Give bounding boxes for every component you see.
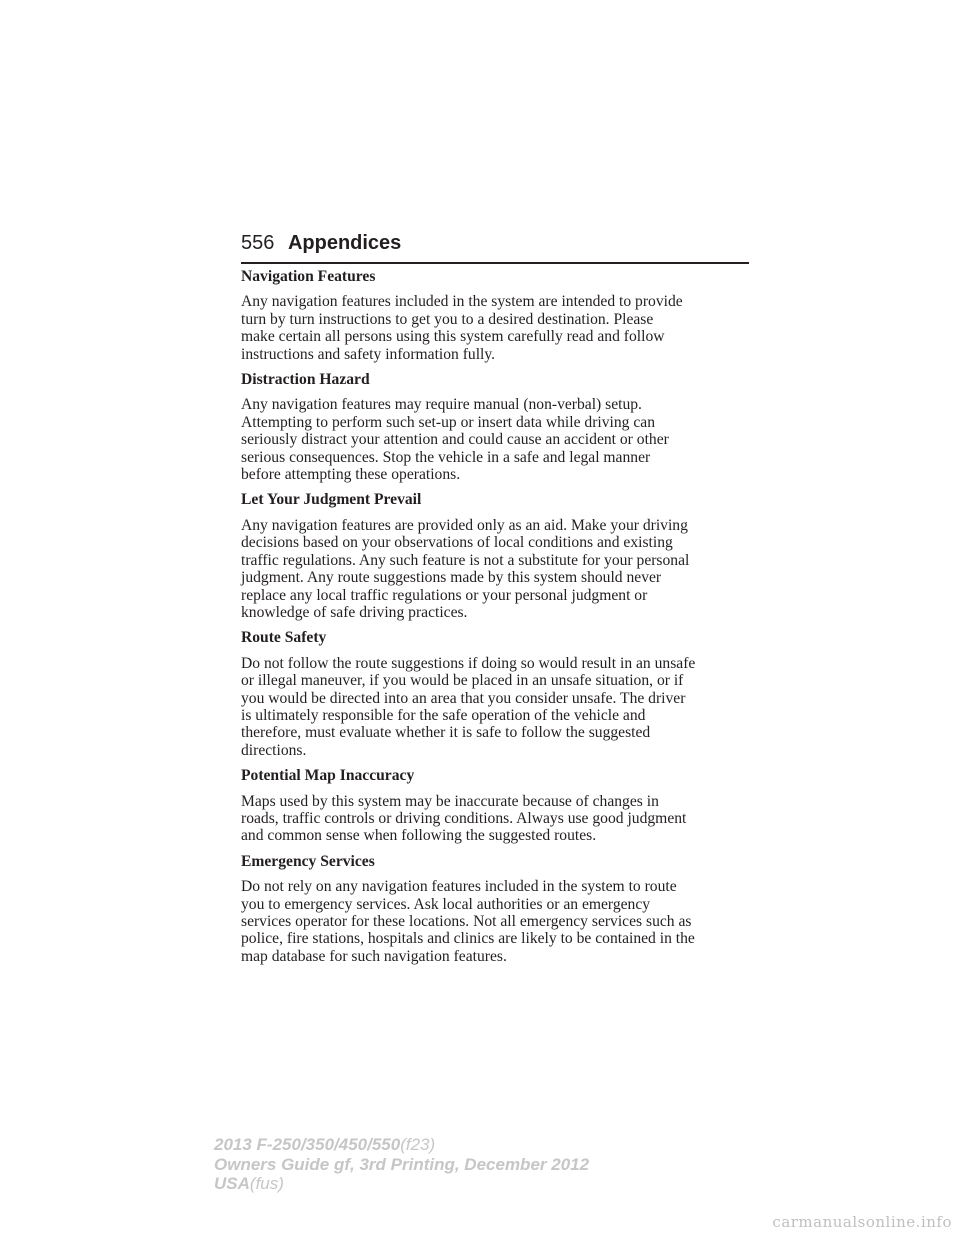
section-let-your-judgment-prevail: [241, 491, 761, 629]
page-content: [241, 268, 761, 973]
section-heading: Distraction Hazard: [241, 371, 370, 389]
section-body: Do not rely on any navigation features included in the system to route you to emergency services. Ask local authorities or an emergency services operator for these locations. Not all emergency services such as police, fire stations, hospitals and clinics are likely to be contained in the map database for such navigation features.: [241, 878, 695, 965]
footer-edition: Owners Guide gf, 3rd Printing, December 2012: [214, 1154, 590, 1174]
footer-model: 2013 F-250/350/450/550: [214, 1135, 401, 1154]
section-heading: Let Your Judgment Prevail: [241, 491, 422, 509]
section-heading: Navigation Features: [241, 268, 376, 285]
section-route-safety: [241, 629, 761, 767]
section-heading: Emergency Services: [241, 852, 375, 870]
section-heading: Potential Map Inaccuracy: [241, 767, 415, 785]
footer-line-market: [214, 1174, 589, 1194]
section-navigation-features: [241, 268, 761, 371]
section-body: Maps used by this system may be inaccurate because of changes in roads, traffic controls or driving conditions. Always use good judgment and common sense when following the suggested routes.: [241, 792, 687, 845]
section-emergency-services: [241, 853, 761, 973]
section-body: Any navigation features may require manual (non-verbal) setup. Attempting to perform such set-up or insert data while driving can seriously distract your attention and could cause an accident or other serious consequences. Stop the vehicle in a safe and legal manner before attempting these operations.: [241, 396, 669, 484]
document-footer: [214, 1135, 589, 1194]
section-potential-map-inaccuracy: [241, 767, 761, 853]
watermark: carmanualsonline.info: [772, 1213, 952, 1231]
section-body: Any navigation features are provided only as an aid. Make your driving decisions based on your observations of local conditions and existing traffic regulations. Any such feature is not a substitute for your personal judgment. Any route suggestions made by this system should never replace any local traffic regulations or your personal judgment or knowledge of safe driving practices.: [241, 516, 690, 621]
section-body: Any navigation features included in the system are intended to provide turn by turn instructions to get you to a desired destination. Please make certain all persons using this system carefully read and follow instructions and safety information fully.: [241, 293, 683, 363]
footer-market: USA: [214, 1174, 250, 1193]
footer-market-code: (fus): [249, 1174, 284, 1193]
section-distraction-hazard: [241, 371, 761, 491]
page-number: 556: [241, 232, 275, 254]
footer-line-edition: [214, 1155, 589, 1175]
section-body: Do not follow the route suggestions if doing so would result in an unsafe or illegal maneuver, if you would be placed in an unsafe situation, or if you would be directed into an area that you consider unsafe. The driver is ultimately responsible for the safe operation of the vehicle and therefore, must evaluate whether it is safe to follow the suggested directions.: [241, 654, 696, 759]
section-title: Appendices: [287, 232, 402, 254]
footer-model-code: (f23): [400, 1135, 436, 1154]
section-heading: Route Safety: [241, 629, 327, 647]
page-header: [241, 228, 749, 264]
footer-line-model: [214, 1135, 589, 1155]
